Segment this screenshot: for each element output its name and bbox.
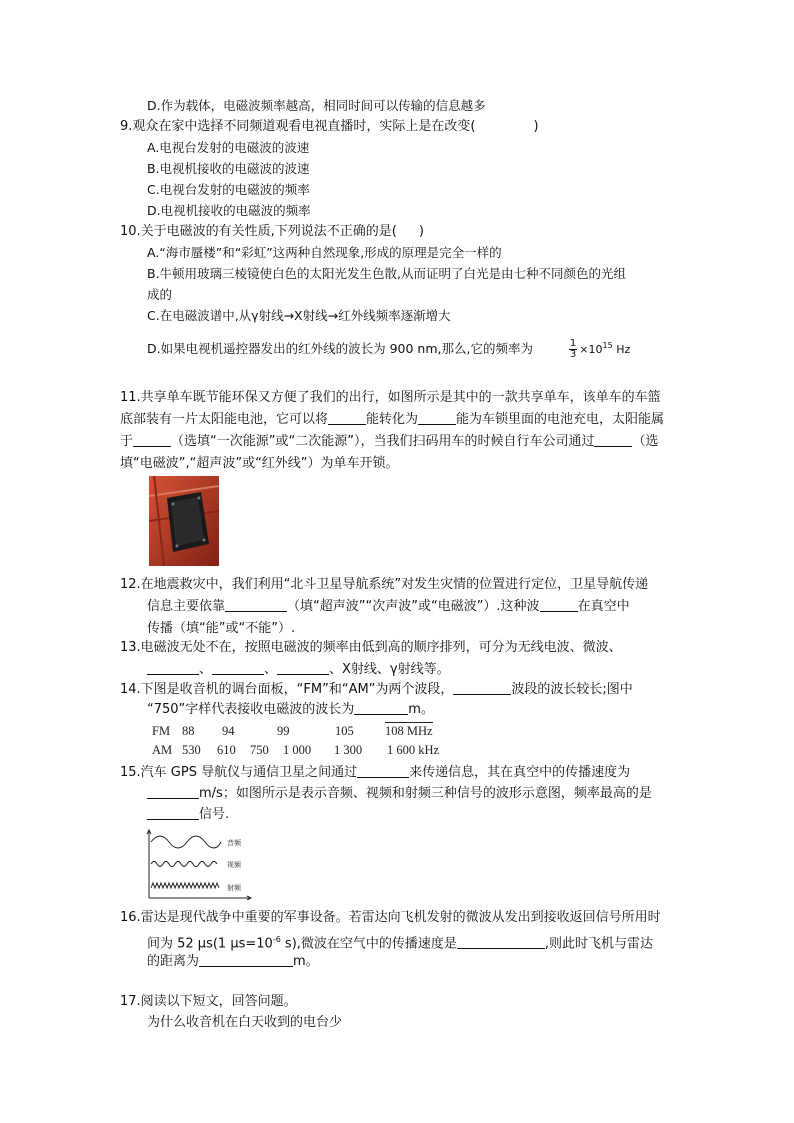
q10-stem-close: ) [418, 224, 424, 239]
q16-blank-1[interactable] [457, 934, 545, 949]
q15-l1-b: 来传递信息，其在真空中的传播速度为 [409, 765, 631, 780]
video-wave [151, 862, 217, 867]
q10-option-d [147, 336, 630, 360]
q13-l2-tail: 、X射线、γ射线等。 [329, 662, 450, 677]
q11-l2-a: 底部装有一片太阳能电池，它可以将 [120, 412, 329, 427]
audio-wave [151, 836, 221, 848]
q16-line1: 16.雷达是现代战争中重要的军事设备。若雷达向飞机发射的微波从发出到接收返回信号所用时 [120, 910, 661, 925]
q14-blank-2[interactable] [354, 700, 408, 715]
q16-line3 [147, 952, 319, 972]
q13-sep-2: 、 [264, 662, 278, 677]
rf-label: 射频 [227, 884, 241, 892]
q15-blank-3[interactable] [147, 805, 199, 820]
q11-l3-b: （选填“一次能源”或“二次能源”），当我们扫码用车的时候自行车公司通过 [171, 434, 595, 449]
q13-blank-1[interactable] [147, 660, 199, 675]
q14-l1-b: 波段的波长较长;图中 [511, 682, 633, 697]
waveform-diagram [145, 828, 255, 900]
q14-line2 [147, 700, 434, 720]
q14-blank-1[interactable] [453, 680, 511, 695]
q11-blank-4[interactable] [594, 432, 632, 447]
fraction-denominator: 3 [569, 349, 577, 361]
am-tick: 1 300 [334, 743, 363, 757]
q12-blank-1[interactable] [225, 597, 287, 612]
q12-blank-2[interactable] [540, 597, 578, 612]
q12-line3: 传播（填“能”或“不能”）. [147, 621, 296, 636]
q16-l3-b: m。 [293, 954, 319, 969]
fm-label: FM [152, 724, 171, 738]
q13-blank-2[interactable] [212, 660, 264, 675]
q9-stem [120, 117, 539, 137]
freq-unit: Hz [612, 343, 631, 357]
q12-line2 [147, 597, 630, 617]
q9-stem-text: 9.观众在家中选择不同频道观看电视直播时，实际上是在改变( [120, 119, 476, 134]
q15-line3 [147, 805, 229, 825]
audio-label: 音频 [227, 839, 241, 847]
q11-line2 [120, 410, 664, 430]
fraction-numerator: 1 [569, 338, 577, 350]
q17-line2: 为什么收音机在白天收到的电台少 [147, 1015, 343, 1030]
am-tick: 530 [182, 743, 201, 757]
q16-blank-2[interactable] [199, 952, 293, 967]
fm-tick: 94 [222, 724, 235, 738]
am-tick: 1 000 [283, 743, 312, 757]
q16-l2-exp: -6 [272, 935, 281, 944]
q11-blank-3[interactable] [133, 432, 171, 447]
q11-line1: 11.共享单车既节能环保又方便了我们的出行，如图所示是其中的一款共享单车，该单车的车篮 [120, 390, 661, 405]
q15-blank-1[interactable] [357, 763, 409, 778]
freq-exponent: 15 [602, 341, 613, 350]
q16-l2-a: 间为 52 μs(1 μs=10 [147, 936, 273, 952]
fm-tick: 108 MHz [385, 724, 433, 738]
q14-l1-a: 14.下图是收音机的调台面板，“FM”和“AM”为两个波段， [120, 682, 454, 697]
q11-blank-2[interactable] [418, 410, 456, 425]
am-label: AM [152, 743, 173, 757]
q16-line2 [147, 930, 653, 954]
q14-line1 [120, 680, 633, 700]
fm-tick: 88 [182, 724, 195, 738]
am-tick: 750 [250, 743, 269, 757]
q14-l2-b: m。 [408, 702, 434, 717]
q16-l2-c: ,则此时飞机与雷达 [544, 936, 654, 952]
q12-l2-b: （填“超声波”“次声波”或“电磁波”）.这种波 [287, 599, 540, 614]
q16-l3-a: 的距离为 [147, 954, 200, 969]
q12-line1: 12.在地震救灾中，我们利用“北斗卫星导航系统”对发生灾情的位置进行定位，卫星导航传递 [120, 577, 649, 592]
q16-l2-b: s),微波在空气中的传播速度是 [280, 936, 457, 952]
q10-option-b-line2: 成的 [147, 287, 173, 302]
q13-blank-3[interactable] [277, 660, 329, 675]
q9-option-c: C.电视台发射的电磁波的频率 [147, 182, 310, 197]
fraction-one-third [569, 339, 577, 360]
q12-l2-c: 在真空中 [577, 599, 630, 614]
q11-l3-a: 于 [120, 434, 134, 449]
q15-l3-a: 信号. [199, 807, 230, 822]
fm-tick: 105 [335, 724, 354, 738]
q8-option-d: D.作为载体，电磁波频率越高，相同时间可以传输的信息越多 [147, 98, 486, 113]
q14-l2-a: “750”字样代表接收电磁波的波长为 [147, 702, 355, 717]
q11-l2-b: 能转化为 [366, 412, 419, 427]
q9-option-d: D.电视机接收的电磁波的频率 [147, 203, 311, 218]
q15-line1 [120, 763, 630, 783]
video-label: 视频 [227, 861, 241, 869]
q13-line1: 13.电磁波无处不在，按照电磁波的频率由低到高的顺序排列，可分为无线电波、微波、 [120, 640, 622, 655]
q11-line4: 填“电磁波”,“超声波”或“红外线”）为单车开锁。 [120, 456, 399, 471]
q13-line2 [147, 660, 450, 680]
fm-tick: 99 [277, 724, 290, 738]
q12-l2-a: 信息主要依靠 [147, 599, 226, 614]
waveform-svg [145, 828, 255, 900]
am-tick: 1 600 kHz [387, 743, 440, 757]
rf-wave [151, 883, 219, 888]
q11-l2-c: 能为车锁里面的电池充电，太阳能属 [456, 412, 665, 427]
q17-line1: 17.阅读以下短文，回答问题。 [120, 994, 297, 1009]
q9-option-a: A.电视台发射的电磁波的波速 [147, 140, 310, 155]
q9-stem-close: ) [533, 119, 539, 134]
freq-multiplier: ×10 [579, 343, 603, 357]
q15-l2-a: m/s；如图所示是表示音频、视频和射频三种信号的波形示意图，频率最高的是 [199, 786, 652, 801]
q11-blank-1[interactable] [328, 410, 366, 425]
bike-basket-solar-panel-image [149, 476, 219, 566]
q10-option-b-line1: B.牛顿用玻璃三棱镜使白色的太阳光发生色散,从而证明了白光是由七种不同颜色的光组 [147, 266, 627, 281]
q9-option-b: B.电视机接收的电磁波的波速 [147, 161, 310, 176]
q15-l1-a: 15.汽车 GPS 导航仪与通信卫星之间通过 [120, 765, 358, 780]
am-tick: 610 [217, 743, 236, 757]
q15-line2 [147, 784, 652, 804]
q10-option-d-text: D.如果电视机遥控器发出的红外线的波长为 900 nm,那么,它的频率为 [147, 341, 533, 357]
q11-l3-c: （选 [632, 434, 659, 449]
q13-sep-1: 、 [199, 662, 213, 677]
shared-bike-photo [149, 476, 219, 566]
q15-blank-2[interactable] [147, 784, 199, 799]
q10-option-a: A.“海市蜃楼”和“彩虹”这两种自然现象,形成的原理是完全一样的 [147, 245, 502, 260]
q10-stem [120, 222, 424, 242]
q11-line3 [120, 432, 658, 452]
q10-option-c: C.在电磁波谱中,从γ射线→X射线→红外线频率逐渐增大 [147, 308, 451, 323]
q10-stem-text: 10.关于电磁波的有关性质,下列说法不正确的是( [120, 224, 397, 239]
